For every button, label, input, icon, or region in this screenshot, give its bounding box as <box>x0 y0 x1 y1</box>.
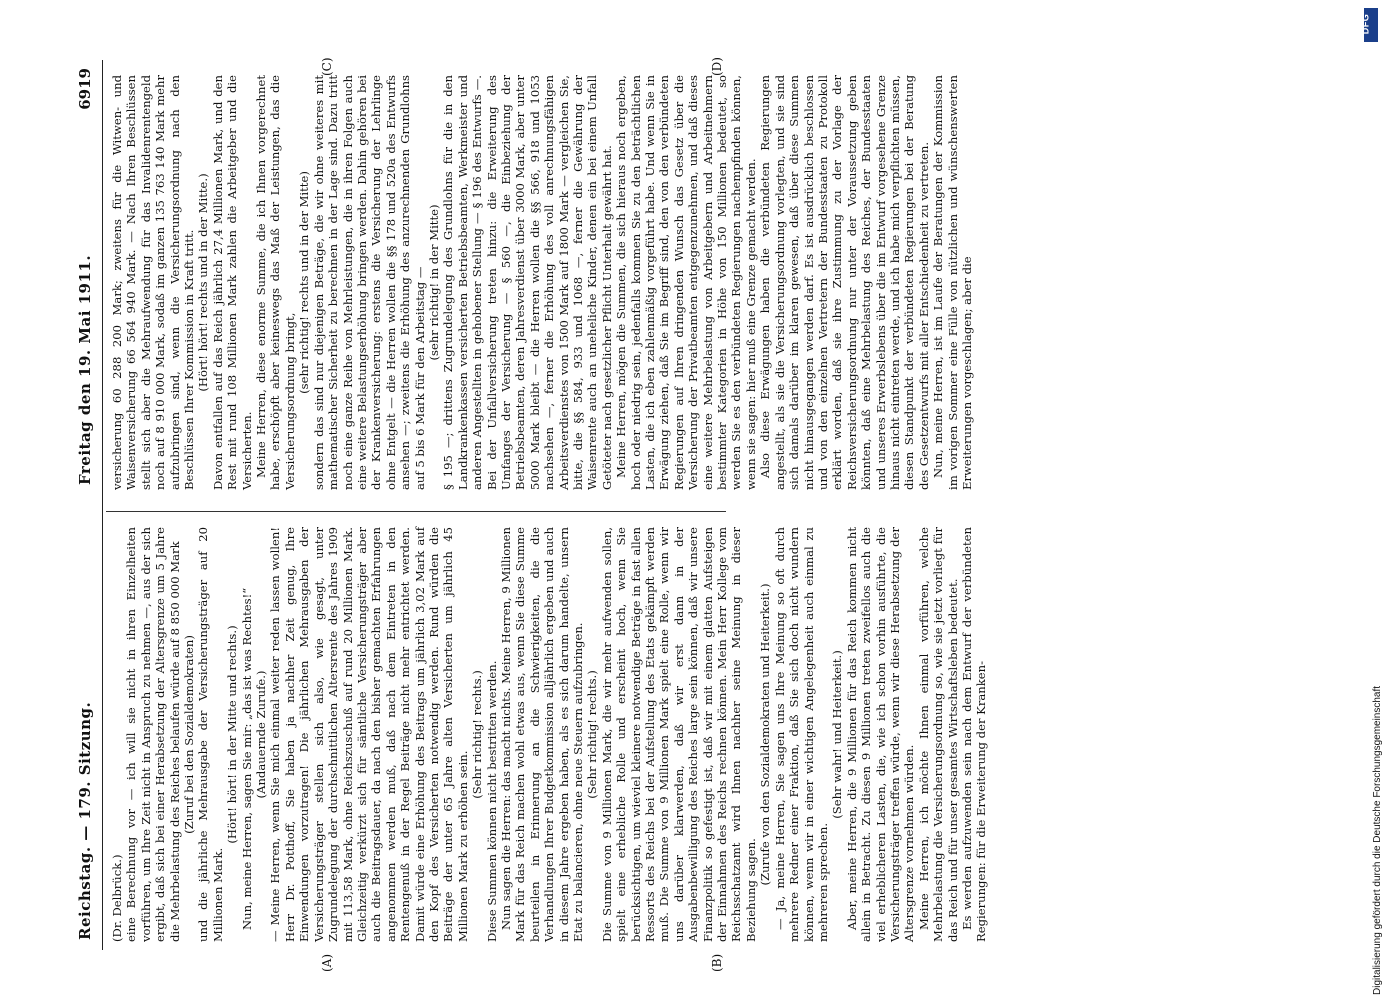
paragraph: Nun sagen die Herren: das macht nichts. Meine Herren, 9 Millionen Mark für das Reich machen wohl etwas aus, wenn Sie diese Summe beurteilen in Erinnerung an die Schwierigkeiten, die die Verhandlungen Ihrer Budgetkommission alljährlich ergeben und auch in diesem Jahre ergeben haben, als es sich darum handelte, unsern Etat zu balancieren, ohne neue Steuern aufzubringen. <box>498 527 585 942</box>
paragraph: Aber, meine Herren, die 9 Millionen für das Reich kommen nicht allein in Betracht. Zu diesen 9 Millionen treten zweifellos auch die viel erheblicheren Lasten, die, wie ich schon vorhin ausführte, die Versicherungsträger treffen würde, wenn wir diese Herabsetzung der Altersgrenze vornehmen würden. <box>844 527 917 942</box>
margin-marker-d: (D) <box>710 57 724 76</box>
paragraph: Es werden aufzuwenden sein nach dem Entwurf der verbündeten Regierungen: für die Erweiterung der Kranken- <box>959 527 989 942</box>
margin-marker-b: (B) <box>710 953 724 972</box>
right-column <box>110 75 974 490</box>
paragraph: sondern das sind nur diejenigen Beträge, die wir ohne weiteres mit mathematischer Sicherheit zu berechnen in der Lage sind. Dazu tritt noch eine ganze Reihe von Mehrleistungen, die in ihren Folgen auch eine weitere Belastungserhöhung bringen werden. Dahin gehören bei der Krankenversicherung: erstens die Versicherung der Lehrlinge ohne Entgelt — die Herren wollen die §§ 178 und 520a des Entwurfs ansehen —; zweitens die Erhöhung des anzurechnenden Grundlohns auf 5 bis 6 Mark für den Arbeitstag — <box>311 75 427 490</box>
paragraph: (Dr. Delbrück.) <box>110 854 124 942</box>
column-separator <box>106 511 726 512</box>
paragraph: eine Berechnung vor — ich will sie nicht in ihren Einzelheiten vorführen, um Ihre Zeit nicht in Anspruch zu nehmen —, aus der sich ergibt, daß sich bei einer Herabsetzung der Altersgrenze um 5 Jahre die Mehrbelastung des Reiches belaufen würde auf 8 850 000 Mark <box>124 527 182 942</box>
interjection: (Andauernde Zurufe.) <box>254 670 269 799</box>
header-date: Freitag den 19. Mai 1911. <box>76 254 94 485</box>
page-header <box>70 60 104 960</box>
interjection: (sehr richtig! rechts und in der Mitte) <box>297 171 312 394</box>
left-column <box>110 527 989 942</box>
paragraph: Davon entfallen auf das Reich jährlich 27,4 Millionen Mark, und den Rest mit rund 108 Millionen Mark zahlen die Arbeitgeber und die Versicherten. <box>210 75 254 490</box>
paragraph: Diese Summen können nicht bestritten werden. <box>484 660 499 942</box>
rotated-page-content <box>70 57 1350 972</box>
paragraph: Meine Herren, diese enorme Summe, die ich Ihnen vorgerechnet habe, erschöpft aber keineswegs das Maß der Leistungen, das die Versicherungsordnung bringt, <box>254 75 297 490</box>
header-rule <box>102 60 103 950</box>
paragraph: Meine Herren, ich möchte Ihnen einmal vorführen, welche Mehrbelastung die Versicherungsordnung so, wie sie jetzt vorliegt für das Reich und für unser gesamtes Wirtschaftsleben bedeutet. <box>916 527 960 942</box>
interjection: (Sehr wahr! und Heiterkeit.) <box>830 650 845 819</box>
digitization-note: Digitalisierung gefördert durch die Deutsche Forschungsgemeinschaft <box>1372 685 1383 995</box>
paragraph: Die Summe von 9 Millionen Mark, die wir mehr aufwenden sollen, spielt eine erhebliche Rolle und erscheint hoch, wenn Sie berücksichtigen, um wieviel kleinere notwendige Beträge in fast allen Ressorts des Reichs bei der Aufstellung des Etats gekämpft werden muß. Die Summe von 9 Millionen Mark spielt eine Rolle, wenn wir uns darüber klarwerden, daß wir erst dann in der Ausgabenbewilligung des Reiches large sein können, daß wir unsere Finanzpolitik so gefestigt ist, daß wir mit einem glatten Aufsteigen der Einnahmen des Reichs rechnen können. Mein Herr Kollege vom Reichsschatzamt wird Ihnen nachher seine Meinung in dieser Beziehung sagen. <box>599 527 758 942</box>
interjection: (Hört! hört! in der Mitte und rechts.) <box>225 625 240 844</box>
margin-marker-a: (A) <box>320 953 334 972</box>
interjection: (Zurufe von den Sozialdemokraten und Heiterkeit.) <box>758 583 773 886</box>
interjection: (sehr richtig! in der Mitte) <box>426 204 441 361</box>
paragraph: § 195 —; drittens Zugrundelegung des Grundlohns für die in den Landkrankenkassen versicherten Betriebsbeamten, Werkmeister und anderen Angestellten in gehobener Stellung — § 196 des Entwurfs —. Bei der Unfallversicherung treten hinzu: die Erweiterung des Umfanges der Versicherung — § 560 —, die Einbeziehung der Betriebsbeamten, deren Jahresverdienst über 3000 Mark, aber unter 5000 Mark bleibt — die Herren wollen die §§ 566, 918 und 1053 nachsehen —, ferner die Erhöhung des voll anrechnungsfähigen Arbeitsverdienstes von 1500 Mark auf 1800 Mark — vergleichen Sie, bitte, die §§ 584, 933 und 1068 —, ferner die Gewährung der Waisenrente auch an uneheliche Kinder, denen ein bei einem Unfall Getöteter nach gesetzlicher Pflicht Unterhalt gewährt hat. <box>441 75 614 490</box>
paragraph: Nun, meine Herren, sagen Sie mir: „das ist was Rechtes!“ <box>239 587 254 930</box>
paragraph: Meine Herren, mögen die Summen, die sich hieraus noch ergeben, hoch oder niedrig sein, jedenfalls kommen Sie zu den beträchtlichen Lasten, die ich eben zahlenmäßig vorgeführt habe. Und wenn Sie in Erwägung ziehen, daß Sie im Begriff sind, den von den verbündeten Regierungen auf Ihren dringenden Wunsch das Gesetz über die Versicherung der Privatbeamten entgegenzunehmen, und daß dieses eine weitere Mehrbelastung von Arbeitgebern und Arbeitnehmern bestimmter Kategorien in Höhe von 150 Millionen bedeutet, so werden Sie es den verbündeten Regierungen nachempfinden können, wenn sie sagen: hier muß eine Grenze gemacht werden. <box>614 75 758 490</box>
margin-marker-c: (C) <box>320 57 334 76</box>
paragraph: Nun, meine Herren, ist im Laufe der Beratungen der Kommission im vorigen Sommer eine Fülle von nützlichen und wünschenswerten Erweiterungen vorgeschlagen; aber die <box>931 75 974 490</box>
interjection: (Sehr richtig! rechts.) <box>470 670 485 799</box>
interjection: (Hört! hört! rechts und in der Mitte.) <box>196 173 211 392</box>
paragraph: Also diese Erwägungen haben die verbündeten Regierungen angestellt, als sie die Versicherungsordnung vorlegten, und sie sind sich damals darüber im klaren gewesen, daß über diese Summen nicht hinausgegangen werden darf. Es ist ausdrücklich beschlossen und von den einzelnen Vertretern der Bundesstaaten zu Protokoll erklärt worden, daß sie ihre Zustimmung zu der Vorlage der Reichsversicherungsordnung nur unter der Voraussetzung geben könnten, daß eine Mehrbelastung des Reiches, der Bundesstaaten und unseres Erwerbslebens über die im Entwurf vorgesehene Grenze hinaus nicht eintreten werde, und ich habe mich verpflichten müssen, diesen Standpunkt der verbündeten Regierungen bei der Beratung des Gesetzentwurfs mit aller Entschiedenheit zu vertreten. <box>758 75 931 490</box>
header-left: Reichstag. — 179. Sitzung. <box>76 701 94 940</box>
dfg-logo-text: DFG <box>1360 13 1371 35</box>
interjection: (Zuruf bei den Sozialdemokraten) <box>182 635 197 834</box>
interjection: (Sehr richtig! rechts.) <box>585 670 600 799</box>
paragraph: — Meine Herren, wenn Sie mich einmal weiter reden lassen wollen! Herr Dr. Potthoff, Sie haben ja nachher Zeit genug, Ihre Einwendungen vorzutragen! Die jährlichen Mehrausgaben der Versicherungsträger stellen sich also, wie gesagt, unter Zugrundelegung der durchschnittlichen Altersrente des Jahres 1909 mit 113,58 Mark, ohne Reichszuschuß auf rund 20 Millionen Mark. Gleichzeitig verkürzt sich für sämtliche Versicherungsträger aber auch die Beitragsdauer, da nach den bisher gemachten Erfahrungen angenommen werden muß, daß nach dem Eintreten in den Rentengenuß in der Regel Beiträge nicht mehr entrichtet werden. Damit würde eine Erhöhung des Beitrags um jährlich 3,02 Mark auf den Kopf des Versicherten notwendig werden. Rund würden die Beiträge der unter 65 Jahre alten Versicherten um jährlich 45 Millionen Mark zu erhöhen sein. <box>268 527 470 942</box>
paragraph: und die jährliche Mehrausgabe der Versicherungsträger auf 20 Millionen Mark. <box>196 527 225 942</box>
paragraph: — Ja, meine Herren, Sie sagen uns Ihre Meinung so oft durch mehrere Redner einer Fraktion, daß Sie sich doch nicht wundern können, wenn wir in einer wichtigen Angelegenheit auch einmal zu mehreren sprechen. <box>772 527 830 942</box>
paragraph: versicherung 60 288 200 Mark; zweitens für die Witwen- und Waisenversicherung 66 564 940 Mark. — Nach Ihren Beschlüssen stellt sich aber die Mehraufwendung für das Invalidenrentengeld noch auf 8 910 000 Mark, sodaß im ganzen 135 763 140 Mark mehr aufzubringen sind, wenn die Versicherungsordnung nach den Beschlüssen Ihrer Kommission in Kraft tritt. <box>110 75 197 490</box>
page-number: 6919 <box>76 68 94 110</box>
